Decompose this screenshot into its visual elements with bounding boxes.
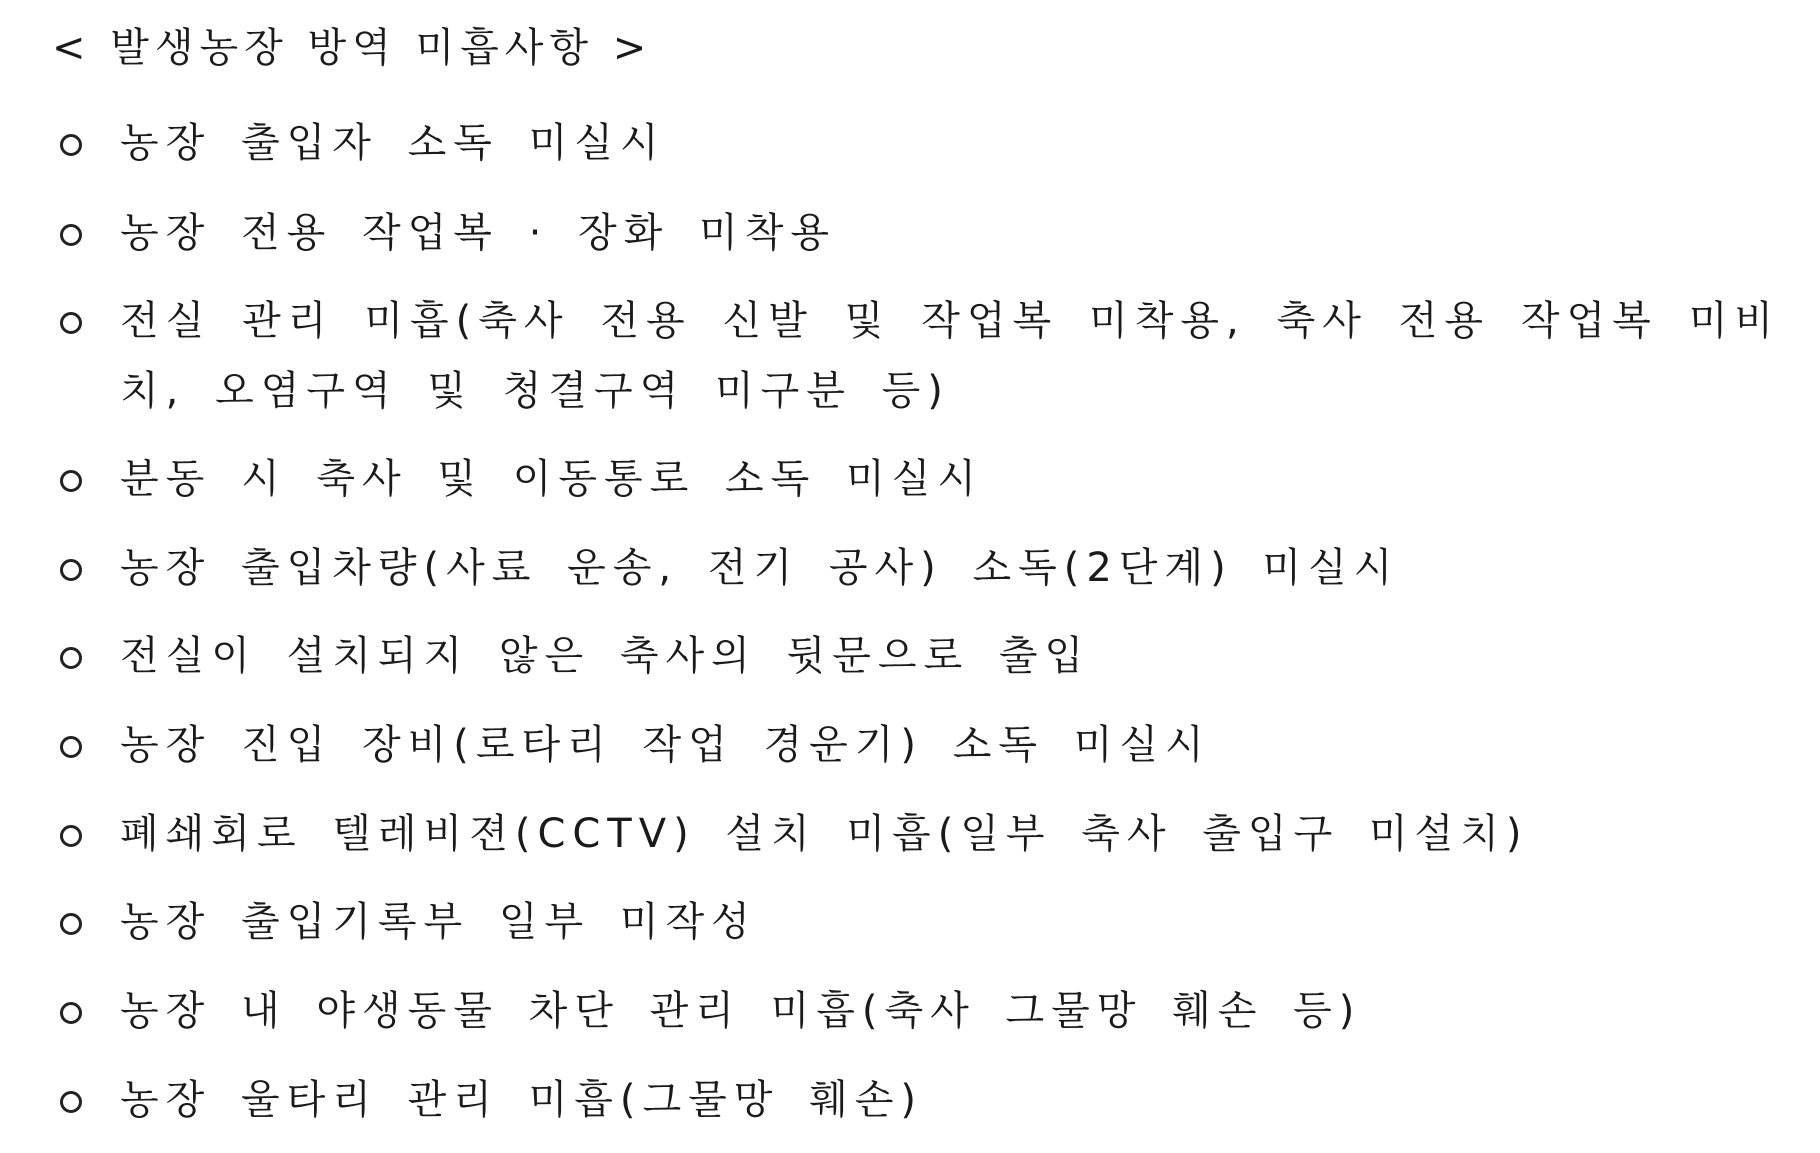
list-item-text: 농장 출입기록부 일부 미작성: [120, 899, 757, 945]
circle-bullet-icon: [60, 1091, 82, 1113]
circle-bullet-icon: [60, 470, 82, 492]
list-item-text: 전실 관리 미흡(축사 전용 신발 및 작업복 미착용, 축사 전용 작업복 미비치, 오염구역 및 청결구역 미구분 등): [120, 298, 1780, 414]
list-item-text: 농장 출입자 소독 미실시: [120, 120, 666, 166]
circle-bullet-icon: [60, 1002, 82, 1024]
circle-bullet-icon: [60, 913, 82, 935]
circle-bullet-icon: [60, 559, 82, 581]
list-item-text: 농장 진입 장비(로타리 작업 경운기) 소독 미실시: [120, 722, 1211, 768]
list-item-text: 전실이 설치되지 않은 축사의 뒷문으로 출입: [120, 633, 1091, 679]
circle-bullet-icon: [60, 224, 82, 246]
list-item-text: 폐쇄회로 텔레비젼(CCTV) 설치 미흡(일부 축사 출입구 미설치): [120, 811, 1529, 857]
circle-bullet-icon: [60, 134, 82, 156]
document-title: < 발생농장 방역 미흡사항 >: [52, 25, 653, 71]
list-item-text: 분동 시 축사 및 이동통로 소독 미실시: [120, 456, 983, 502]
circle-bullet-icon: [60, 312, 82, 334]
circle-bullet-icon: [60, 736, 82, 758]
list-item-text: 농장 울타리 관리 미흡(그물망 훼손): [120, 1077, 924, 1123]
list-item-text: 농장 전용 작업복 · 장화 미착용: [120, 210, 836, 256]
list-item-text: 농장 내 야생동물 차단 관리 미흡(축사 그물망 훼손 등): [120, 988, 1362, 1034]
list-item-text: 농장 출입차량(사료 운송, 전기 공사) 소독(2단계) 미실시: [120, 545, 1400, 591]
circle-bullet-icon: [60, 825, 82, 847]
circle-bullet-icon: [60, 647, 82, 669]
